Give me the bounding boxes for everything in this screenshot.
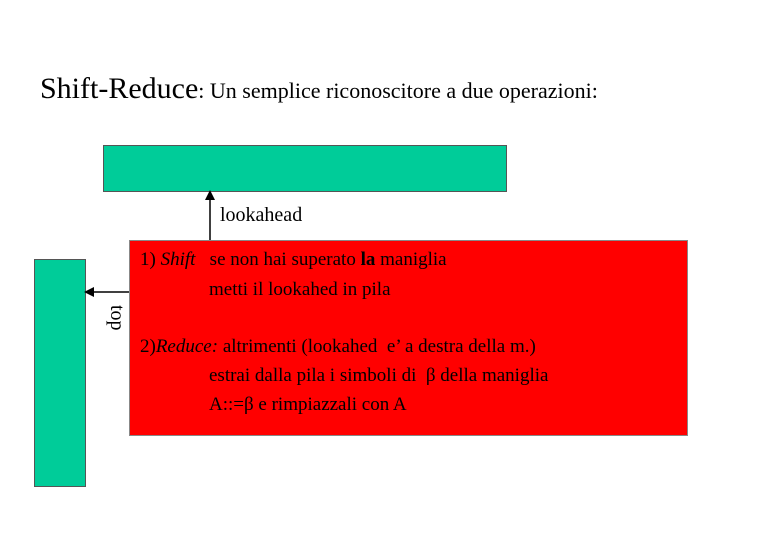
reduce-name: Reduce: xyxy=(155,336,219,357)
reduce-action-line-1: estrai dalla pila i simboli di β della maniglia xyxy=(209,365,549,386)
shift-cond-post: maniglia xyxy=(375,249,447,270)
top-label: top xyxy=(106,305,128,331)
input-buffer-box xyxy=(103,145,507,192)
stack-box xyxy=(34,259,86,487)
shift-rule-line xyxy=(140,249,447,271)
shift-action-line: metti il lookahed in pila xyxy=(209,279,391,300)
top-pointer-arrow xyxy=(84,284,130,300)
shift-cond-bold: la xyxy=(360,249,376,270)
shift-prefix: 1) xyxy=(140,249,161,270)
lookahead-arrow xyxy=(201,190,219,242)
reduce-prefix: 2) xyxy=(140,336,156,357)
shift-cond-pre: se non hai superato xyxy=(195,249,361,270)
rules-box xyxy=(129,240,688,436)
slide-title xyxy=(40,74,598,104)
reduce-rule-line xyxy=(140,336,536,358)
title-subtitle: : Un semplice riconoscitore a due operazioni: xyxy=(198,78,598,103)
reduce-action-line-2: A::=β e rimpiazzali con A xyxy=(209,394,407,415)
title-main: Shift-Reduce xyxy=(40,72,199,105)
lookahead-label: lookahead xyxy=(220,204,303,226)
reduce-cond: altrimenti (lookahed e’ a destra della m.) xyxy=(218,336,536,357)
shift-name: Shift xyxy=(160,249,196,270)
